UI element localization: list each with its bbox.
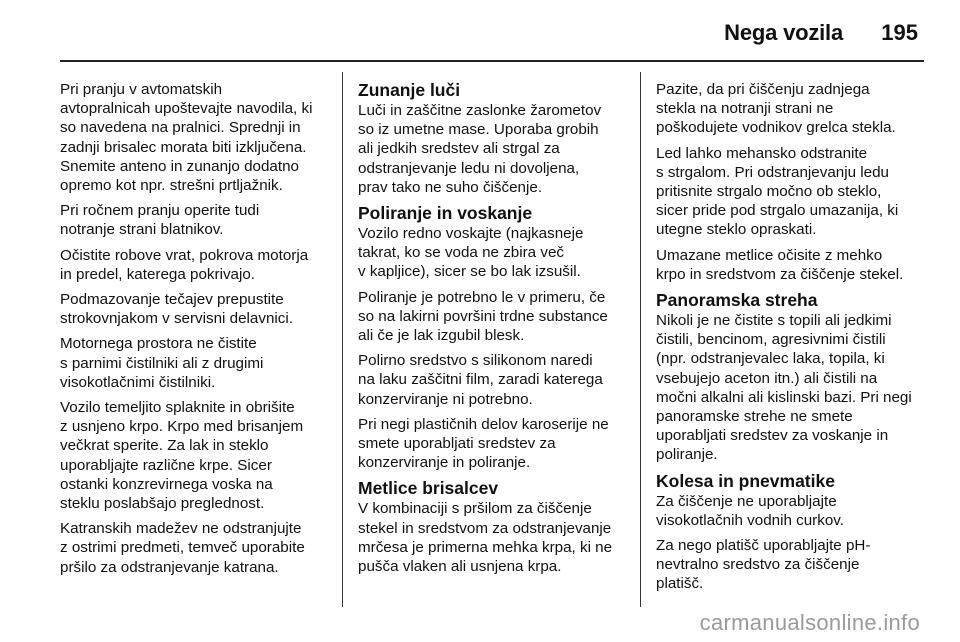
paragraph: Led lahko mehansko odstranite s strgalom. Pri odstranjevanju ledu pritisnite strgalo močno ob steklo, sicer pride pod strgalo umazanija, ki utegne steklo opraskati. (656, 144, 899, 239)
paragraph: Podmazovanje tečajev prepustite strokovnjakom v servisni delavnici. (60, 291, 293, 328)
column-divider (640, 72, 641, 607)
paragraph: V kombinaciji s pršilom za čiščenje stekel in sredstvom za odstranjevanje mrčesa je primerna mehka krpa, ki ne pušča vlaken ali usnjena krpa. (358, 500, 613, 576)
page-title: Nega vozila (724, 20, 843, 45)
paragraph: Očistite robove vrat, pokrova motorja in predel, katerega pokrivajo. (60, 246, 309, 283)
paragraph: Vozilo temeljito splaknite in obrišite z usnjeno krpo. Krpo med brisanjem večkrat sperite. Za lak in steklo uporabljajte različne krpe. Sicer ostanki konzrevirnega voska na steklu poslabšajo preglednost. (60, 399, 304, 513)
paragraph: Nikoli je ne čistite s topili ali jedkimi čistili, bencinom, agresivnimi čistili (npr. odstranjevalec laka, topila, ki vsebujejo aceton itn.) ali čistili na močni alkalni ali kislinski bazi. Pri negi panoramske strehe ne smete uporabljati sredstev za voskanje in poliranje. (656, 312, 912, 464)
section-heading: Metlice brisalcev (358, 478, 499, 499)
page-number: 195 (881, 20, 918, 45)
text-column-2 (358, 80, 628, 582)
paragraph: Polirno sredstvo s silikonom naredi na laku zaščitni film, zaradi katerega konzerviranje ni potrebno. (358, 352, 603, 408)
paragraph: Vozilo redno voskajte (najkasneje takrat, ko se voda ne zbira več v kapljice), sicer se bo lak izsušil. (358, 225, 584, 281)
section-heading: Zunanje luči (358, 80, 461, 100)
paragraph: Luči in zaščitne zaslonke žarometov so iz umetne mase. Uporaba grobih ali jedkih sredstev ali strgal za odstranjevanje ledu ni dovoljena, prav tako ne suho čiščenje. (358, 102, 602, 196)
paragraph: Pri negi plastičnih delov karoserije ne smete uporabljati sredstev za konzerviranje in poliranje. (358, 415, 609, 472)
header-divider (60, 60, 924, 62)
paragraph: Poliranje je potrebno le v primeru, če so na lakirni površini trdne substance ali če je lak izgubil blesk. (358, 288, 608, 345)
watermark-text: carmanualsonline.info (699, 610, 920, 635)
text-column-1 (60, 80, 336, 583)
section-heading: Poliranje in voskanje (358, 203, 533, 224)
text-column-3 (656, 80, 926, 600)
paragraph: Umazane metlice očisite z mehko krpo in sredstvom za čiščenje stekel. (656, 246, 904, 283)
section-heading: Panoramska streha (656, 290, 818, 311)
paragraph: Pri ročnem pranju operite tudi notranje strani blatnikov. (60, 202, 260, 239)
column-divider (342, 72, 343, 607)
paragraph: Za nego platišč uporabljajte pH- nevtralno sredstvo za čiščenje platišč. (656, 537, 871, 593)
paragraph: Motornega prostora ne čistite s parnimi čistilniki ali z drugimi visokotlačnimi čistilniki. (60, 335, 264, 391)
paragraph: Pazite, da pri čiščenju zadnjega stekla na notranji strani ne poškodujete vodnikov grelca stekla. (656, 81, 896, 137)
section-heading: Kolesa in pnevmatike (656, 470, 835, 491)
paragraph: Katranskih madežev ne odstranjujte z ostrimi predmeti, temveč uporabite pršilo za odstranjevanje katrana. (60, 520, 305, 576)
page-header (0, 0, 960, 60)
paragraph: Pri pranju v avtomatskih avtopralnicah upoštevajte navodila, ki so navedena na pralnici. Sprednji in zadnji brisalec morata biti izključena. Snemite anteno in zunanjo dodatno opremo kot npr. strešni prtljažnik. (60, 81, 313, 195)
paragraph: Za čiščenje ne uporabljajte visokotlačnih vodnih curkov. (656, 492, 844, 529)
